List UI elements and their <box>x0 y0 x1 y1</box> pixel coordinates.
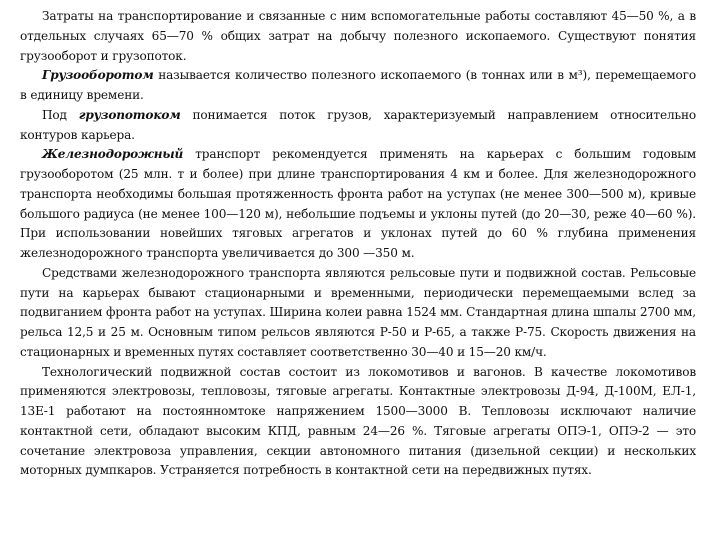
paragraph-rolling-stock <box>20 363 696 482</box>
paragraph-text: Технологический подвижной состав состоит из локомотивов и вагонов. В качестве локомотивов применяются электровозы, тепловозы, тяговые агрегаты. Контактные электровозы Д-94, Д-100М, ЕЛ-1, 13Е-1 работают на постоянномтоке напряжением 1500—3000 В. Тепловозы исключают наличие контактной сети, обладают высоким КПД, равным 24—26 %. Тяговые агрегаты ОПЭ-1, ОПЭ-2 — это сочетание электровоза управления, секции автономного питания (дизельной секции) и нескольких моторных думпкаров. Устраняется потребность в контактной сети на передвижных путях. <box>20 364 696 478</box>
term-cargo-flow: грузопотоком <box>78 107 181 122</box>
document-body <box>20 7 696 481</box>
paragraph-text: называется количество полезного ископаемого (в тоннах или в м³), перемещаемого в единицу времени. <box>20 68 696 102</box>
paragraph-cargo-flow <box>20 106 696 146</box>
paragraph-text: Средствами железнодорожного транспорта являются рельсовые пути и подвижной состав. Рельсовые пути на карьерах бывают стационарными и временными, периодически перемещаемыми вслед за подвиганием фронта работ на уступах. Ширина колеи равна 1524 мм. Стандартная длина шпалы 2700 мм, рельса 12,5 и 25 м. Основным типом рельсов являются Р-50 и Р-65, а также Р-75. Скорость движения на стационарных и временных путях составляет соответственно 30—40 и 15—20 км/ч. <box>20 265 696 359</box>
paragraph-railway-means <box>20 264 696 363</box>
term-cargo-turnover: Грузооборотом <box>42 68 154 83</box>
paragraph-text: Затраты на транспортирование и связанные с ним вспомогательные работы составляют 45—50 %, а в отдельных случаях 65—70 % общих затрат на добычу полезного ископаемого. Существуют понятия грузооборот и грузопоток. <box>20 9 696 63</box>
paragraph-text: Под <box>42 107 79 122</box>
paragraph-railway-transport <box>20 145 696 264</box>
paragraph-text: транспорт рекомендуется применять на карьерах с большим годовым грузооборотом (25 млн. т и более) при длине транспортирования 4 км и более. Для железнодорожного транспорта необходимы большая протяженность фронта работ на уступах (не менее 300—500 м), кривые большого радиуса (не менее 100—120 м), небольшие подъемы и уклоны путей (до 20—30, реже 40—60 %). При использовании новейших тяговых агрегатов и уклонах путей до 60 % глубина применения железнодорожного транспорта увеличивается до 300 —350 м. <box>20 147 696 260</box>
term-railway: Железнодорожный <box>42 147 184 162</box>
paragraph-text: понимается поток грузов, характеризуемый направлением относительно контуров карьера. <box>20 107 696 142</box>
paragraph-intro <box>20 7 696 66</box>
paragraph-cargo-turnover <box>20 66 696 106</box>
